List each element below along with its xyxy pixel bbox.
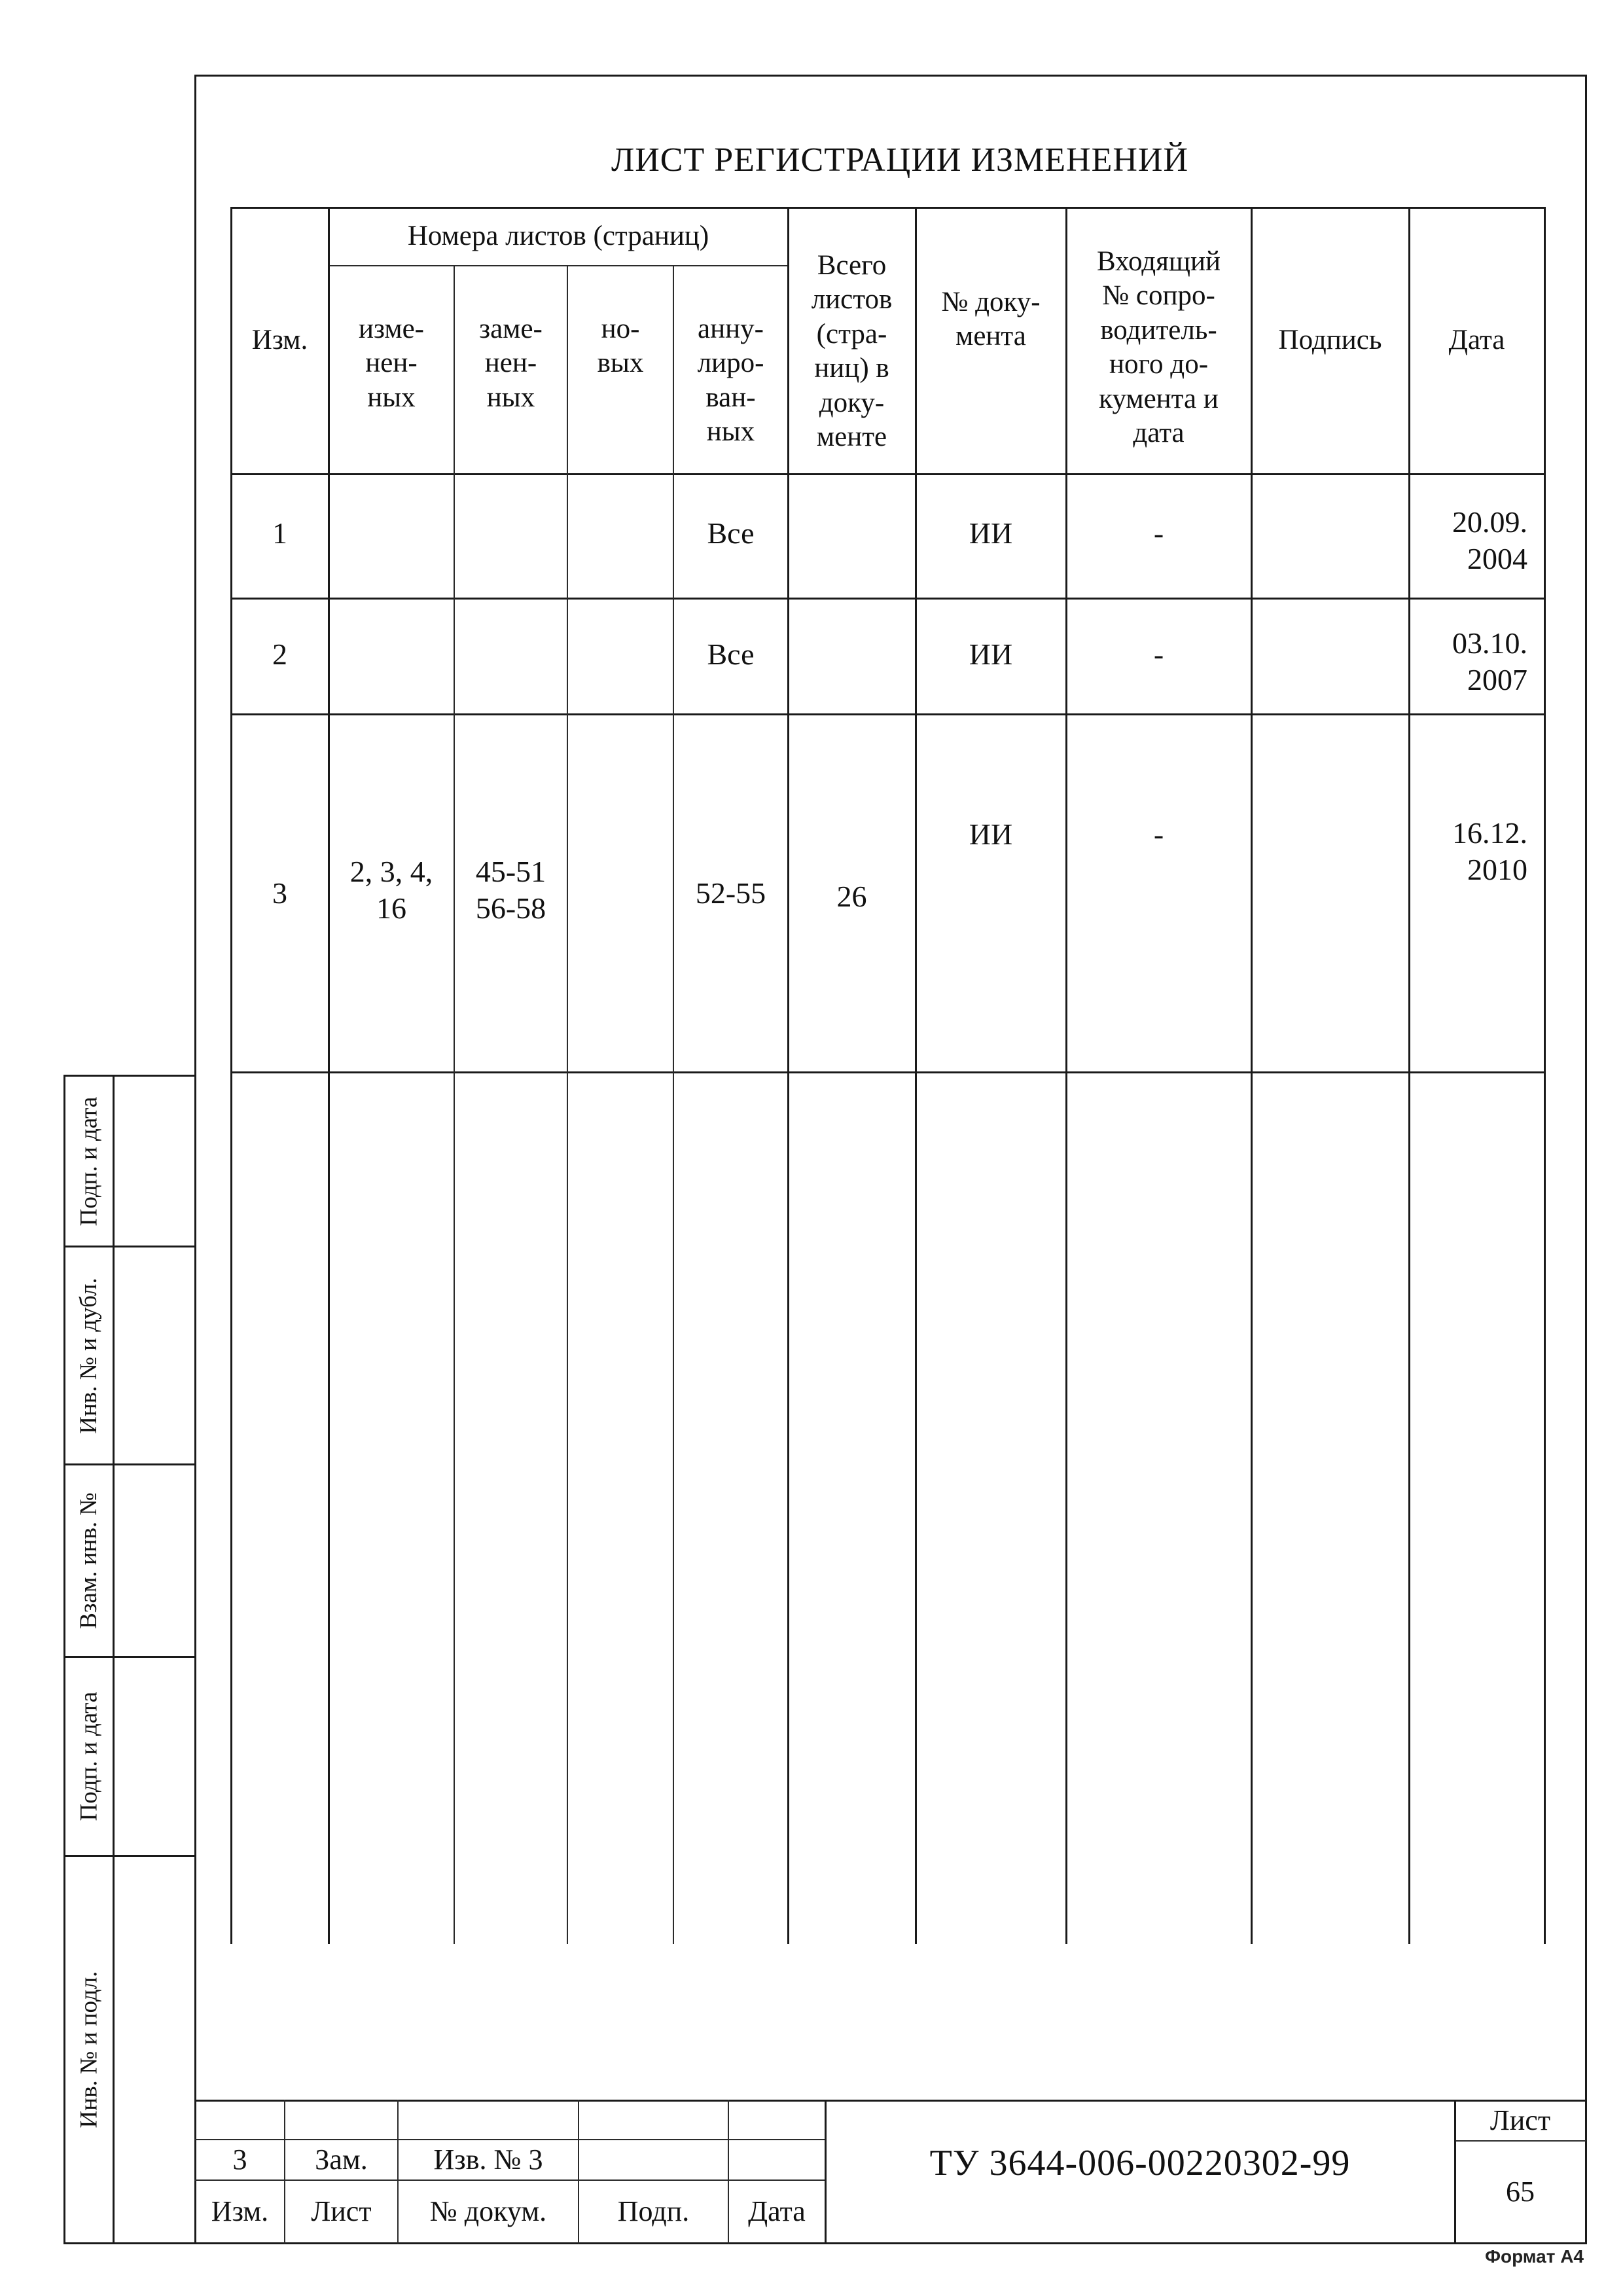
stamp-izm-label: Изм.: [211, 2195, 269, 2228]
row3-izm: 3: [272, 876, 287, 910]
side-label-inv-dupl: Инв. № и дубл.: [75, 1277, 102, 1434]
frame-left: [194, 75, 196, 2244]
header-izm: Изм.: [251, 325, 308, 356]
page-title: ЛИСТ РЕГИСТРАЦИИ ИЗМЕНЕНИЙ: [611, 141, 1189, 179]
document-number: ТУ 3644-006-00220302-99: [929, 2142, 1351, 2183]
row3-total: 26: [836, 879, 867, 913]
header-changed: изме- нен- ных: [358, 314, 424, 413]
row1-annulled: Все: [707, 516, 755, 550]
row3-annulled: 52-55: [695, 876, 766, 910]
header-signature: Подпись: [1278, 325, 1382, 356]
row2-izm: 2: [272, 637, 287, 671]
stamp-izm-value: 3: [232, 2144, 247, 2176]
row1-bottom-line: [232, 598, 1546, 600]
stamp-date-label: Дата: [748, 2195, 806, 2228]
row2-date: 03.10. 2007: [1452, 626, 1527, 697]
side-label-inv-original: Инв. № и подл.: [75, 1971, 102, 2128]
stamp-list-label: Лист: [311, 2195, 372, 2228]
col-line-3: [567, 265, 568, 1944]
header-sheet-numbers: Номера листов (страниц): [407, 221, 709, 252]
row1-date: 20.09. 2004: [1452, 505, 1527, 576]
stamp-sign-label: Подп.: [617, 2195, 690, 2228]
row1-doc-no: ИИ: [969, 516, 1013, 550]
header-doc-no: № доку- мента: [941, 287, 1041, 352]
row2-doc-no: ИИ: [969, 637, 1013, 671]
sheet-label: Лист: [1489, 2104, 1551, 2137]
stamp-doc-label: № докум.: [429, 2195, 547, 2228]
side-label-replace-inv: Взам. инв. №: [75, 1492, 103, 1629]
header-annulled: анну- лиро- ван- ных: [697, 314, 764, 448]
header-total: Всего листов (стра- ниц) в доку- менте: [811, 250, 893, 453]
stamp-top-line: [194, 2100, 1587, 2102]
row1-incoming: -: [1153, 516, 1164, 550]
row2-incoming: -: [1153, 637, 1164, 671]
stamp-sign-value: [579, 2140, 728, 2179]
header-new: но- вых: [597, 314, 644, 379]
frame-right: [1585, 75, 1587, 2244]
format-label: Формат А4: [1485, 2246, 1584, 2267]
col-line-10: [1544, 207, 1546, 1944]
frame-top: [194, 75, 1587, 77]
row2-bottom-line: [232, 713, 1546, 715]
stamp-doc-value: Изв. № 3: [433, 2144, 543, 2176]
row3-date: 16.12. 2010: [1452, 816, 1527, 887]
sheet-number: 65: [1506, 2176, 1535, 2208]
row3-changed: 2, 3, 4, 16: [349, 854, 433, 925]
row3-bottom-line: [232, 1071, 1546, 1073]
stamp-date-value: [729, 2140, 825, 2179]
row2-annulled: Все: [707, 637, 755, 671]
side-label-sign-date-1: Подп. и дата: [75, 1096, 103, 1226]
row1-izm: 1: [272, 516, 287, 550]
col-line-2: [454, 265, 455, 1944]
header-date: Дата: [1448, 325, 1505, 356]
side-label-sign-date-2: Подп. и дата: [75, 1691, 103, 1821]
header-incoming: Входящий № сопро- водитель- ного до- кумента и дата: [1096, 246, 1221, 449]
row3-doc-no: ИИ: [969, 817, 1013, 851]
header-replaced: заме- нен- ных: [479, 314, 543, 413]
header-bottom-line: [232, 473, 1546, 475]
row3-incoming: -: [1153, 817, 1164, 851]
side-strip-mid: [113, 1075, 115, 2244]
row3-replaced: 45-51 56-58: [475, 854, 546, 925]
stamp-list-value: Зам.: [315, 2144, 368, 2176]
